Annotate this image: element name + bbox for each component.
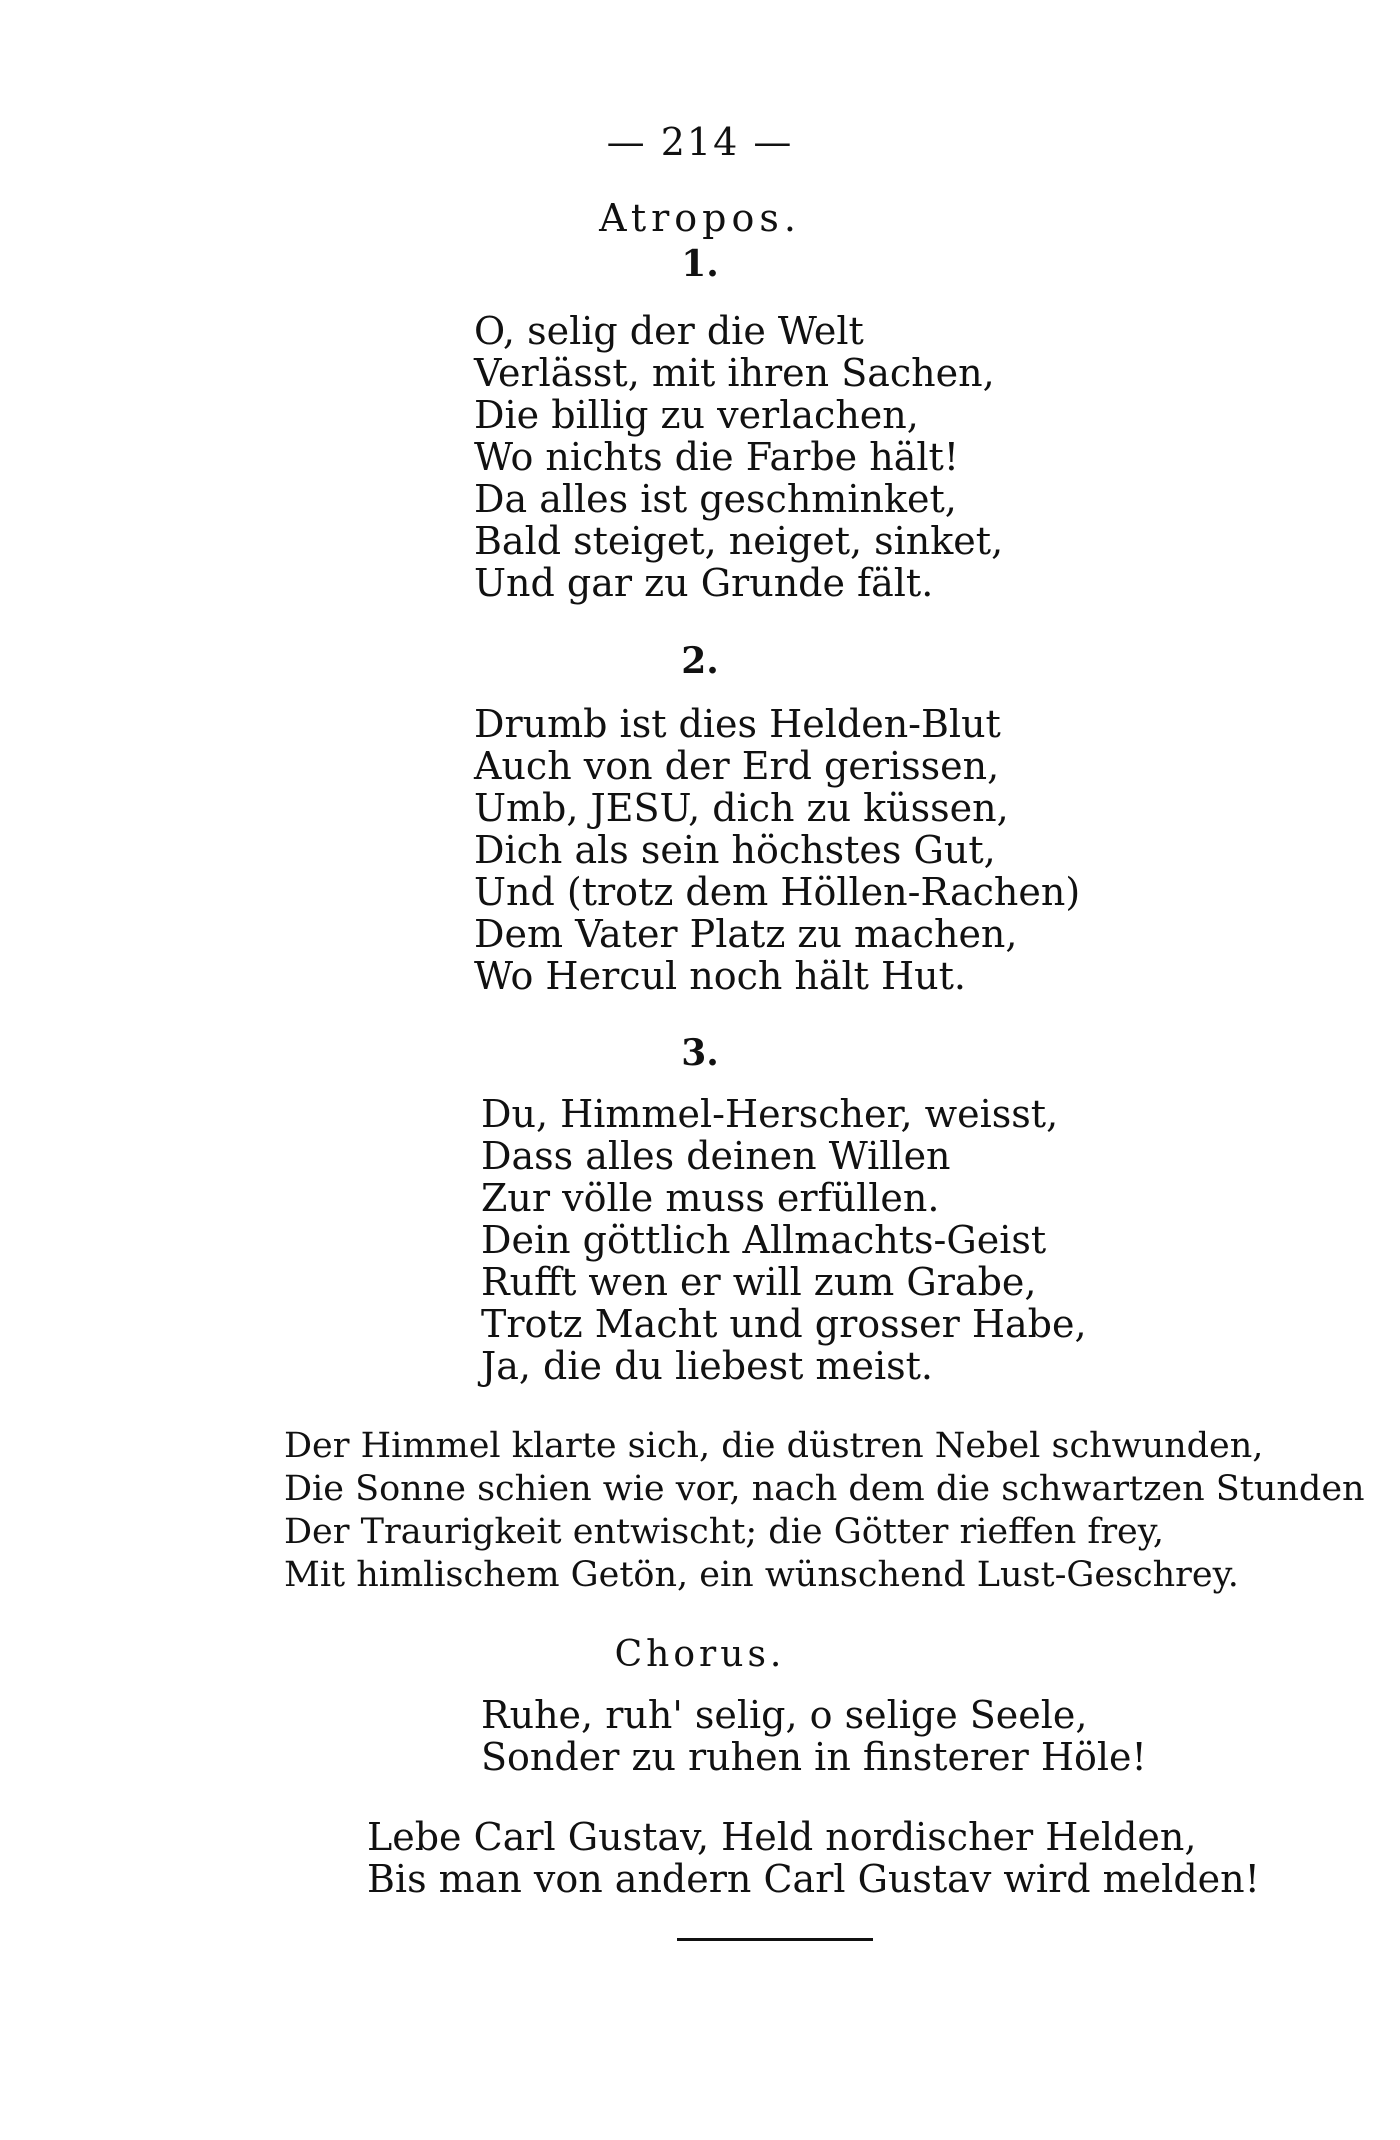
verse-line: Die billig zu verlachen, [474, 393, 919, 437]
verse-line: Trotz Macht und grosser Habe, [481, 1302, 1087, 1346]
stanza-1 [474, 310, 1003, 604]
narrative-passage [284, 1425, 1365, 1597]
verse-line: Zur völle muss erfüllen. [481, 1176, 940, 1220]
verse-line: Dass alles deinen Willen [481, 1134, 951, 1178]
verse-line: Wo nichts die Farbe hält! [474, 435, 960, 479]
verse-line: Rufft wen er will zum Grabe, [481, 1260, 1037, 1304]
page-number: — 214 — [606, 120, 794, 164]
stanza-number: 3. [681, 1032, 719, 1074]
closing-line: Bis man von andern Carl Gustav wird melden! [367, 1857, 1260, 1901]
narrative-line: Mit himlischem Getön, ein wünschend Lust-Geschrey. [284, 1555, 1239, 1595]
closing-couplet [367, 1816, 1260, 1900]
verse-line: Wo Hercul noch hält Hut. [474, 954, 966, 998]
stanza-2 [474, 703, 1080, 997]
verse-line: Du, Himmel-Herscher, weisst, [481, 1092, 1059, 1136]
narrative-line: Der Traurigkeit entwischt; die Götter rieffen frey, [284, 1512, 1165, 1552]
verse-line: Auch von der Erd gerissen, [474, 744, 1000, 788]
chorus [481, 1694, 1147, 1778]
verse-line: Dein göttlich Allmachts-Geist [481, 1218, 1047, 1262]
verse-line: Da alles ist geschminket, [474, 477, 957, 521]
verse-line: Ja, die du liebest meist. [481, 1344, 933, 1388]
verse-line: Dich als sein höchstes Gut, [474, 828, 996, 872]
chorus-line: Ruhe, ruh' selig, o selige Seele, [481, 1693, 1088, 1737]
verse-line: Umb, JESU, dich zu küssen, [474, 786, 1009, 830]
verse-line: O, selig der die Welt [474, 309, 864, 353]
verse-line: Dem Vater Platz zu machen, [474, 912, 1018, 956]
end-rule [677, 1938, 873, 1941]
narrative-line: Die Sonne schien wie vor, nach dem die schwartzen Stunden [284, 1469, 1365, 1509]
verse-line: Und (trotz dem Höllen-Rachen) [474, 870, 1081, 914]
stanza-number: 2. [681, 640, 719, 682]
poem-title: Atropos. [599, 196, 801, 240]
closing-line: Lebe Carl Gustav, Held nordischer Helden, [367, 1815, 1197, 1859]
verse-line: Verlässt, mit ihren Sachen, [474, 351, 995, 395]
verse-line: Und gar zu Grunde fält. [474, 561, 934, 605]
chorus-title: Chorus. [614, 1634, 786, 1675]
narrative-line: Der Himmel klarte sich, die düstren Nebel schwunden, [284, 1426, 1264, 1466]
verse-line: Drumb ist dies Helden-Blut [474, 702, 1001, 746]
stanza-3 [481, 1093, 1087, 1387]
verse-line: Bald steiget, neiget, sinket, [474, 519, 1004, 563]
chorus-line: Sonder zu ruhen in finsterer Höle! [481, 1735, 1147, 1779]
stanza-number: 1. [681, 243, 719, 285]
